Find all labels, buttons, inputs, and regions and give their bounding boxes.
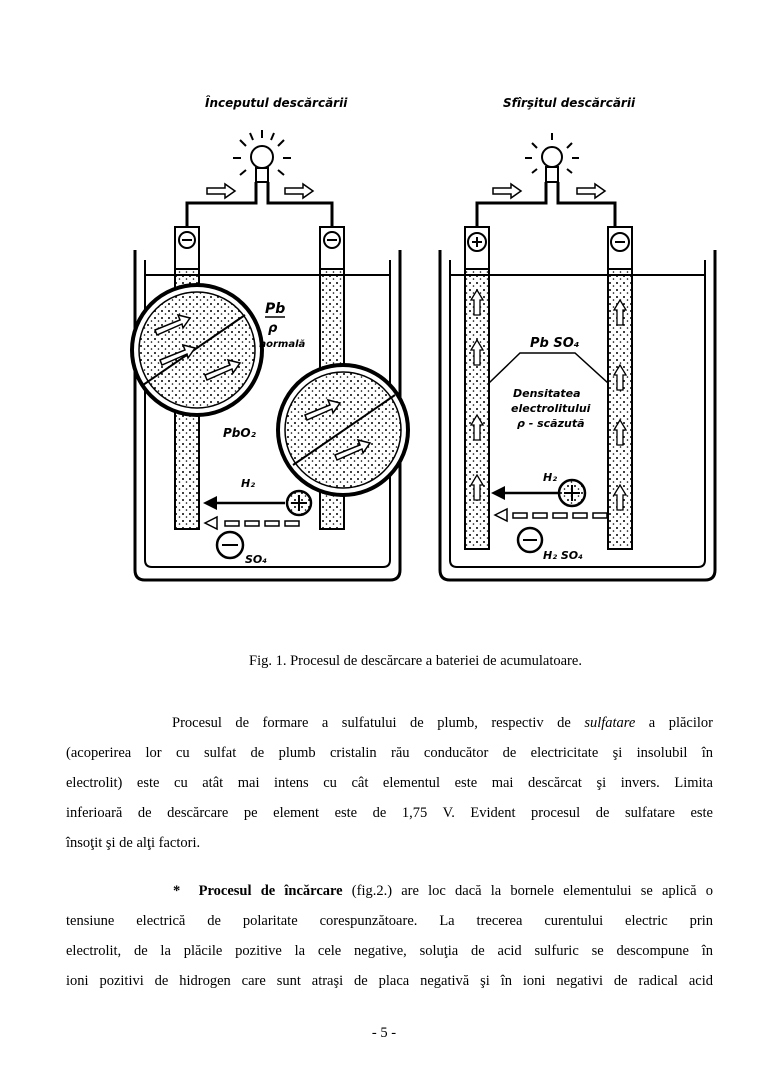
p1-line1c: a plăcilor — [635, 715, 713, 731]
right-cell-diagram — [440, 96, 715, 580]
pbo2-label: PbO₂ — [223, 426, 256, 440]
page-number: - 5 - — [371, 1025, 397, 1041]
pbso4-label: Pb SO₄ — [530, 336, 580, 351]
p1-line1a: Procesul de formare a sulfatului de plumb, respectiv de — [172, 715, 585, 731]
p2-bold-heading: Procesul de încărcare — [198, 883, 343, 899]
figure-caption: Fig. 1. Procesul de descărcare a bateriei de acumulatoare. — [249, 653, 582, 669]
paragraph-sulfation — [66, 708, 713, 858]
battery-discharge-figure — [125, 85, 725, 600]
p2-line4: ioni pozitivi de hidrogen care sunt atraşi de placa negativă şi în ioni negativi de radical acid — [66, 973, 713, 989]
left-title: Începutul descărcării — [205, 96, 348, 110]
pb-label: Pb — [265, 301, 286, 317]
p2-line2: tensiune electrică de polaritate corespunzătoare. La trecerea curentului electric prin — [66, 913, 713, 929]
h2so4-label: H₂ SO₄ — [543, 549, 583, 562]
left-cell-diagram — [132, 95, 408, 580]
p2-line3: electrolit, de la plăcile pozitive la cele negative, soluţia de acid sulfuric se descompune în — [66, 943, 713, 959]
right-title: Sfîrşitul descărcării — [503, 96, 636, 110]
rho-label: ρ — [268, 321, 278, 336]
paragraph-charging — [66, 876, 713, 996]
p2-bullet: * — [173, 883, 181, 899]
p2-line1b: (fig.2.) are loc dacă la bornele elementului se aplică o — [342, 883, 714, 899]
normala-label: normală — [259, 339, 306, 350]
h2-left-label: H₂ — [241, 477, 256, 490]
density-label-line1: Densitatea — [513, 387, 581, 400]
density-label-line3: ρ - scăzută — [517, 417, 585, 430]
p1-sulfatare: sulfatare — [584, 715, 636, 731]
density-label-line2: electrolitului — [511, 402, 591, 415]
p1-line3: electrolit) este cu atât mai intens cu cât elementul este mai descărcat şi invers. Limita — [66, 775, 713, 791]
p1-line2: (acoperirea lor cu sulfat de plumb cristalin rău conducător de electricitate şi insolubil în — [66, 745, 713, 761]
p1-line5: însoţit şi de alţi factori. — [66, 835, 201, 851]
p1-line4: inferioară de descărcare pe element este de 1,75 V. Evident procesul de sulfatare este — [66, 805, 713, 821]
h2-right-label: H₂ — [543, 471, 558, 484]
so4-label: SO₄ — [245, 553, 268, 566]
